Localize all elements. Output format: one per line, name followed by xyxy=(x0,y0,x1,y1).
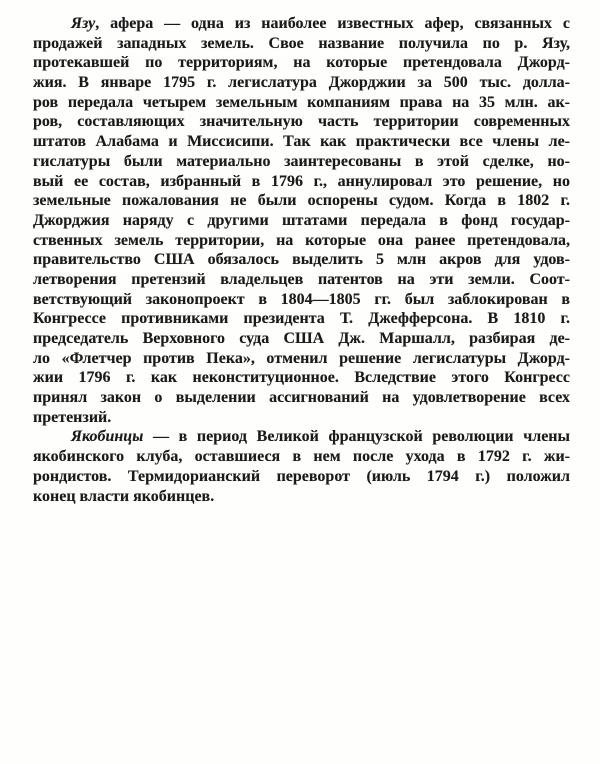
text-line: вый ее состав, избранный в 1796 г., аннулировал это решение, но xyxy=(33,172,570,190)
text-line: Конгрессе противниками президента Т. Джефферсона. В 1810 г. xyxy=(33,310,570,328)
glossary-text-block xyxy=(33,14,570,506)
text-line: продажей западных земель. Свое название получила по р. Язу, xyxy=(33,34,570,52)
text-line: принял закон о выделении ассигнований на удовлетворение всех xyxy=(33,389,570,407)
text-line: штатов Алабама и Миссисипи. Так как практически все члены ле- xyxy=(33,133,570,151)
text-line: ветствующий законопроект в 1804—1805 гг. был заблокирован в xyxy=(33,290,570,308)
text-line: гислатуры были материально заинтересованы в этой сделке, но- xyxy=(33,152,570,170)
entry-term-yazu: Язу xyxy=(71,15,96,32)
glossary-entry-yakobintsy xyxy=(33,427,570,506)
text-line: жия. В январе 1795 г. легислатура Джорджии за 500 тыс. долла- xyxy=(33,74,570,92)
entry-yazu-first-line-text: , афера — одна из наиболее известных афер, связанных с xyxy=(95,15,570,32)
text-line: Джорджия наряду с другими штатами передала в фонд государ- xyxy=(33,211,570,229)
text-line: председатель Верховного суда США Дж. Маршалл, разбирая де- xyxy=(33,330,570,347)
text-line: земельные пожалования не были оспорены судом. Когда в 1802 г. xyxy=(33,192,570,210)
glossary-entry-yazu xyxy=(33,14,570,427)
text-line: протекавшей по территориям, на которые претендовала Джорд- xyxy=(33,54,570,72)
text-line: конец власти якобинцев. xyxy=(33,487,215,505)
text-line: правительство США обязалось выделить 5 млн акров для удов- xyxy=(33,251,570,269)
text-line: ров, составляющих значительную часть территории современных xyxy=(33,113,570,131)
text-line: претензий. xyxy=(33,408,112,426)
text-line xyxy=(33,427,570,447)
text-line: жии 1796 г. как неконституционное. Вследствие этого Конгресс xyxy=(33,369,570,387)
text-line: летворения претензий владельцев патентов на эти земли. Соот- xyxy=(33,270,570,288)
text-line: ственных земель территории, на которые она ранее претендовала, xyxy=(33,231,570,249)
text-line: ров передала четырем земельным компаниям права на 35 млн. ак- xyxy=(33,93,570,111)
entry-term-yakobintsy: Якобинцы xyxy=(71,428,144,446)
text-line: рондистов. Термидорианский переворот (июль 1794 г.) положил xyxy=(33,467,570,485)
text-line: ло «Флетчер против Пека», отменил решение легислатуры Джорд- xyxy=(33,349,570,367)
text-line: якобинского клуба, оставшиеся в нем после ухода в 1792 г. жи- xyxy=(33,448,570,466)
entry-yakobintsy-first-line-text: — в период Великой французской революции члены xyxy=(143,428,570,446)
text-line xyxy=(33,14,570,34)
